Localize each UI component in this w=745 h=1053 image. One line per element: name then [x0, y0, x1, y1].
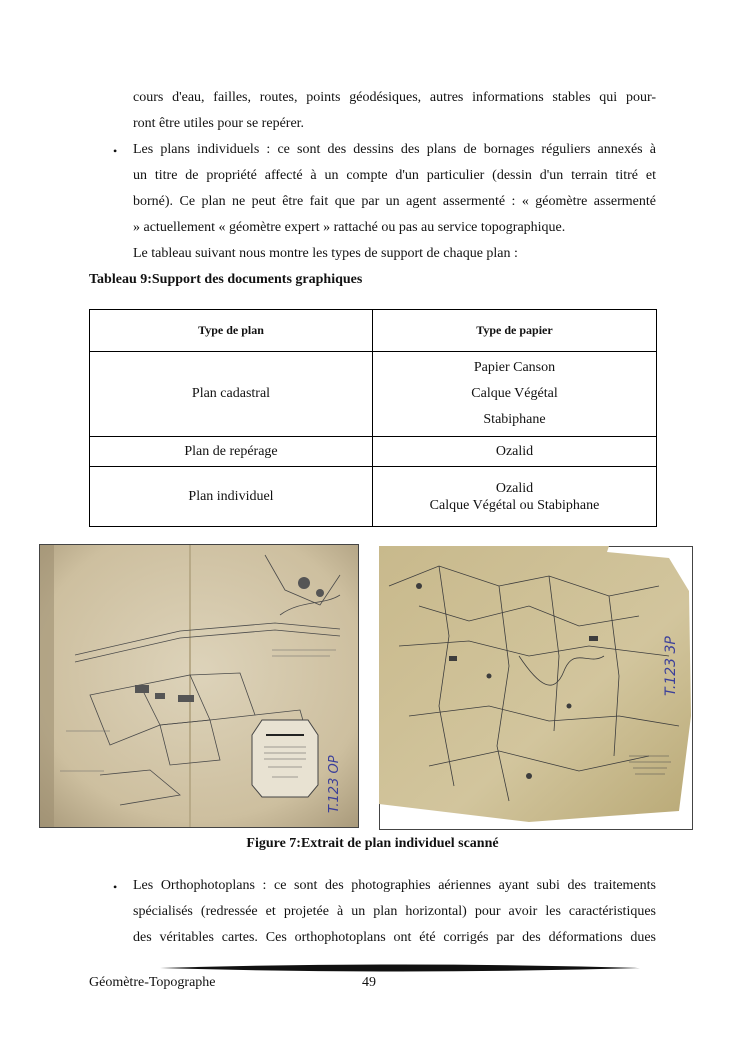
- scanned-plan-right: [379, 546, 694, 831]
- support-table: [89, 309, 657, 527]
- paper-type: Papier Canson: [473, 360, 556, 375]
- footer-left-text: Géomètre-Topographe: [89, 975, 216, 990]
- body-text-line: un titre de propriété affecté à un compte d'un particulier (dessin d'un terrain titré et: [133, 168, 656, 183]
- table-cell: [373, 352, 657, 437]
- paper-type: Calque Végétal: [471, 386, 558, 401]
- table-intro-text: Le tableau suivant nous montre les types de support de chaque plan :: [133, 246, 518, 261]
- table-cell: Plan de repérage: [90, 437, 373, 467]
- bullet-glyph: •: [113, 880, 118, 894]
- body-text-line: Les plans individuels : ce sont des dessins des plans de bornages réguliers annexés à: [133, 142, 656, 157]
- table-header-cell: Type de papier: [373, 310, 657, 352]
- body-text-line: ront être utiles pour se repérer.: [133, 116, 305, 131]
- table-cell: Plan individuel: [90, 467, 373, 527]
- body-text-line: » actuellement « géomètre expert » rattaché ou pas au service topographique.: [133, 220, 566, 235]
- page-number: 49: [362, 975, 376, 990]
- bullet-glyph: •: [113, 144, 118, 158]
- body-text-line: borné). Ce plan ne peut être fait que par un agent assermenté : « géomètre assermenté: [133, 194, 656, 209]
- body-text-line: des véritables cartes. Ces orthophotoplans ont été corrigés par des déformations dues: [133, 930, 656, 945]
- table-cell: Ozalid: [373, 437, 657, 467]
- body-text-line: Les Orthophotoplans : ce sont des photographies aériennes ayant subi des traitements: [133, 878, 656, 893]
- figure-caption: Figure 7:Extrait de plan individuel scanné: [246, 836, 499, 851]
- table-cell: [373, 467, 657, 527]
- body-text-line: cours d'eau, failles, routes, points géodésiques, autres informations stables qui pour-: [133, 90, 656, 105]
- table-cell: Plan cadastral: [90, 352, 373, 437]
- stamp-text: T.123 OP: [327, 755, 342, 813]
- footer-rule: [160, 963, 640, 973]
- stamp-text: T.123 3P: [663, 636, 679, 696]
- body-text-line: spécialisés (redressée et projetée à un plan horizontal) pour avoir les caractéristiques: [133, 904, 656, 919]
- table-header-cell: Type de plan: [90, 310, 373, 352]
- scanned-plan-left: [39, 544, 359, 828]
- paper-type: Calque Végétal ou Stabiphane: [429, 497, 600, 513]
- paper-type: Ozalid: [495, 480, 534, 496]
- paper-type: Stabiphane: [483, 412, 546, 427]
- table-caption: Tableau 9:Support des documents graphiques: [89, 272, 363, 287]
